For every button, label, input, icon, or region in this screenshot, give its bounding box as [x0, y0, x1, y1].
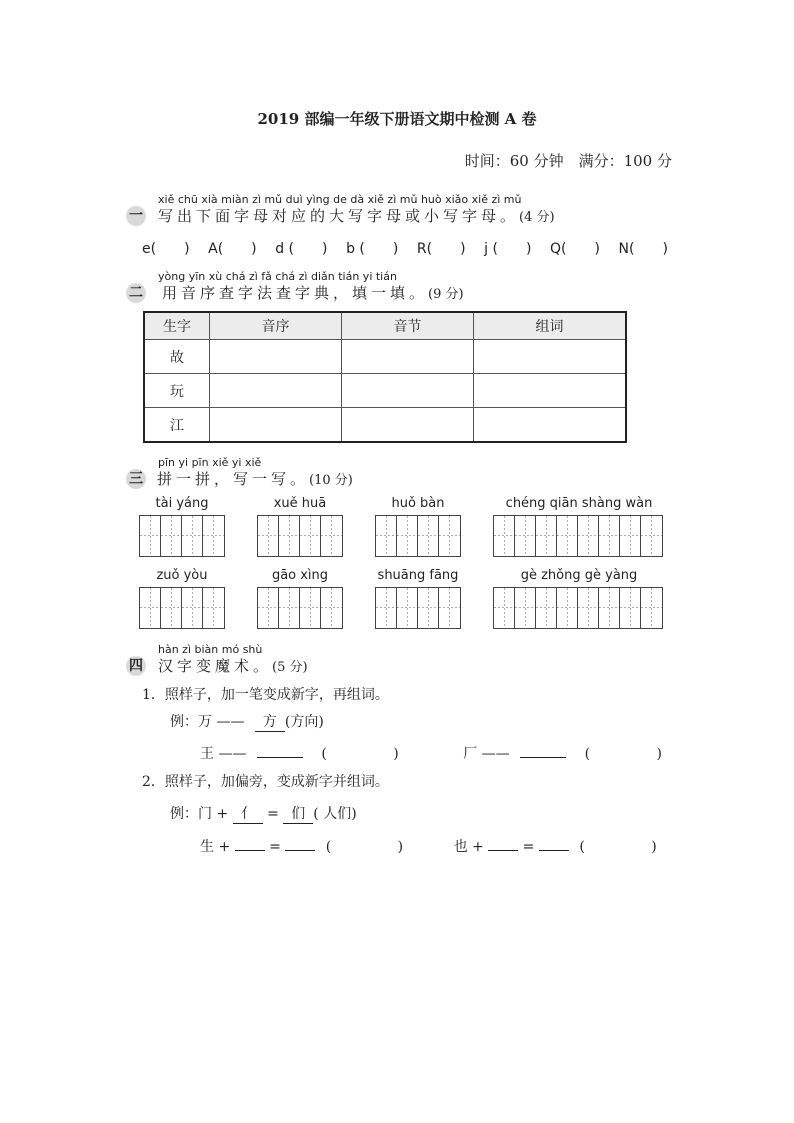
pinyin-label: shuāng fāng — [377, 568, 459, 583]
q1-item1-char-blank[interactable] — [257, 757, 303, 758]
table-row — [144, 374, 626, 408]
q1-example-prefix: 例：万 —— — [170, 714, 245, 730]
q1-item2-char-blank[interactable] — [520, 757, 566, 758]
q2-item1-result-blank[interactable] — [285, 850, 315, 851]
s4-heading-text: 汉字变魔术。 — [158, 657, 273, 675]
writing-grid[interactable] — [493, 587, 663, 629]
table-row — [144, 408, 626, 443]
pinyin-label: tài yáng — [155, 496, 209, 511]
s4-heading — [158, 655, 308, 676]
equals-sign: = — [269, 839, 281, 855]
row-char: 江 — [144, 408, 210, 443]
letter-blank[interactable]: b ( ) — [346, 241, 399, 257]
q1-items — [200, 743, 662, 763]
s3-heading — [157, 468, 353, 489]
s1-heading-text: 写出下面字母对应的大写字母或小写字母。 — [158, 207, 520, 225]
close-paren: ) — [393, 746, 399, 762]
q2-example-prefix: 例：门 + — [170, 806, 229, 822]
s2-number: 二 — [126, 283, 146, 303]
writing-grid[interactable] — [375, 515, 461, 557]
s2-heading — [162, 282, 464, 303]
writing-grid[interactable] — [139, 515, 225, 557]
answer-cell[interactable] — [474, 340, 627, 374]
letter-blank[interactable]: A( ) — [208, 241, 257, 257]
q2-item1-prefix: 生 + — [200, 839, 231, 855]
q2-example-word: ( 人们) — [313, 806, 357, 822]
row-char: 玩 — [144, 374, 210, 408]
q1-instruction: 1．照样子，加一笔变成新字，再组词。 — [142, 687, 389, 703]
answer-cell[interactable] — [210, 340, 342, 374]
letter-blank[interactable]: d ( ) — [275, 241, 328, 257]
s3-pinyin: pīn yi pīn xiě yi xiě — [158, 456, 262, 469]
writing-grid[interactable] — [493, 515, 663, 557]
answer-cell[interactable] — [210, 374, 342, 408]
s1-heading — [158, 205, 555, 226]
header-word: 组词 — [474, 312, 627, 340]
pinyin-label: xuě huā — [273, 496, 327, 511]
exam-meta: 时间：60 分钟 满分：100 分 — [464, 152, 672, 170]
letter-blank[interactable]: R( ) — [416, 241, 466, 257]
equals-sign: = — [522, 839, 535, 855]
q2-item1-radical-blank[interactable] — [235, 850, 265, 851]
s3-number: 三 — [126, 469, 146, 489]
open-paren: ( — [325, 839, 332, 855]
q1-example — [170, 711, 324, 732]
answer-cell[interactable] — [474, 374, 627, 408]
q2-instruction: 2．照样子，加偏旁，变成新字并组词。 — [142, 774, 389, 790]
letter-blank[interactable]: e( ) — [142, 241, 190, 257]
row-char: 故 — [144, 340, 210, 374]
close-paren: ) — [651, 839, 657, 855]
page-title: 2019 部编一年级下册语文期中检测 A 卷 — [257, 110, 537, 128]
q1-example-word: (方向) — [284, 714, 324, 730]
close-paren: ) — [656, 746, 662, 762]
writing-grid[interactable] — [375, 587, 461, 629]
table-row — [144, 340, 626, 374]
open-paren: ( — [321, 746, 327, 762]
writing-grid[interactable] — [257, 515, 343, 557]
header-char: 生字 — [144, 312, 210, 340]
s1-pinyin: xiě chū xià miàn zì mǔ duì yìng de dà xiě zì mǔ huò xiǎo xiě zì mǔ — [158, 193, 522, 206]
pinyin-label: chéng qiān shàng wàn — [505, 496, 653, 511]
q2-item2-result-blank[interactable] — [539, 850, 569, 851]
answer-cell[interactable] — [342, 374, 474, 408]
equals-sign: = — [267, 806, 279, 822]
q1-item1-prefix: 王 —— — [200, 746, 247, 762]
q2-items — [200, 836, 666, 856]
lookup-table — [143, 311, 627, 443]
q2-item2-prefix: 也 + — [453, 839, 484, 855]
pinyin-label: gāo xìng — [271, 568, 329, 583]
answer-cell[interactable] — [210, 408, 342, 443]
header-syllable: 音节 — [342, 312, 474, 340]
s2-score: (9 分) — [428, 287, 464, 302]
table-header-row — [144, 312, 626, 340]
letter-blank[interactable]: j ( ) — [484, 241, 532, 257]
s1-number: 一 — [126, 206, 146, 226]
s3-heading-text: 拼一拼，写一写。 — [157, 470, 310, 488]
answer-cell[interactable] — [342, 340, 474, 374]
writing-grid[interactable] — [139, 587, 225, 629]
pinyin-label: huǒ bàn — [391, 496, 445, 511]
s4-pinyin: hàn zì biàn mó shù — [158, 643, 263, 656]
header-initial: 音序 — [210, 312, 342, 340]
q1-item2-prefix: 厂 —— — [463, 746, 510, 762]
q1-example-answer: 方 — [255, 711, 285, 732]
letter-blank[interactable]: Q( ) — [549, 241, 600, 257]
s3-score: (10 分) — [309, 473, 353, 488]
pinyin-label: zuǒ yòu — [156, 568, 208, 583]
s1-letter-row — [142, 238, 668, 258]
pinyin-label: gè zhǒng gè yàng — [520, 568, 638, 583]
answer-cell[interactable] — [474, 408, 627, 443]
open-paren: ( — [584, 746, 591, 762]
q2-item2-radical-blank[interactable] — [488, 850, 518, 851]
s2-heading-text: 用音序查字法查字典，填一填。 — [162, 284, 429, 302]
writing-grid[interactable] — [257, 587, 343, 629]
s1-score: (4 分) — [519, 210, 555, 225]
q2-example-radical: 亻 — [233, 803, 263, 824]
q2-example — [170, 803, 357, 824]
close-paren: ) — [397, 839, 404, 855]
s4-number: 四 — [126, 656, 146, 676]
open-paren: ( — [579, 839, 585, 855]
s4-score: (5 分) — [272, 660, 308, 675]
q2-example-result: 们 — [283, 803, 313, 824]
answer-cell[interactable] — [342, 408, 474, 443]
letter-blank[interactable]: N( ) — [618, 241, 668, 257]
s2-pinyin: yòng yīn xù chá zì fǎ chá zì diǎn tián yi tián — [158, 270, 397, 283]
